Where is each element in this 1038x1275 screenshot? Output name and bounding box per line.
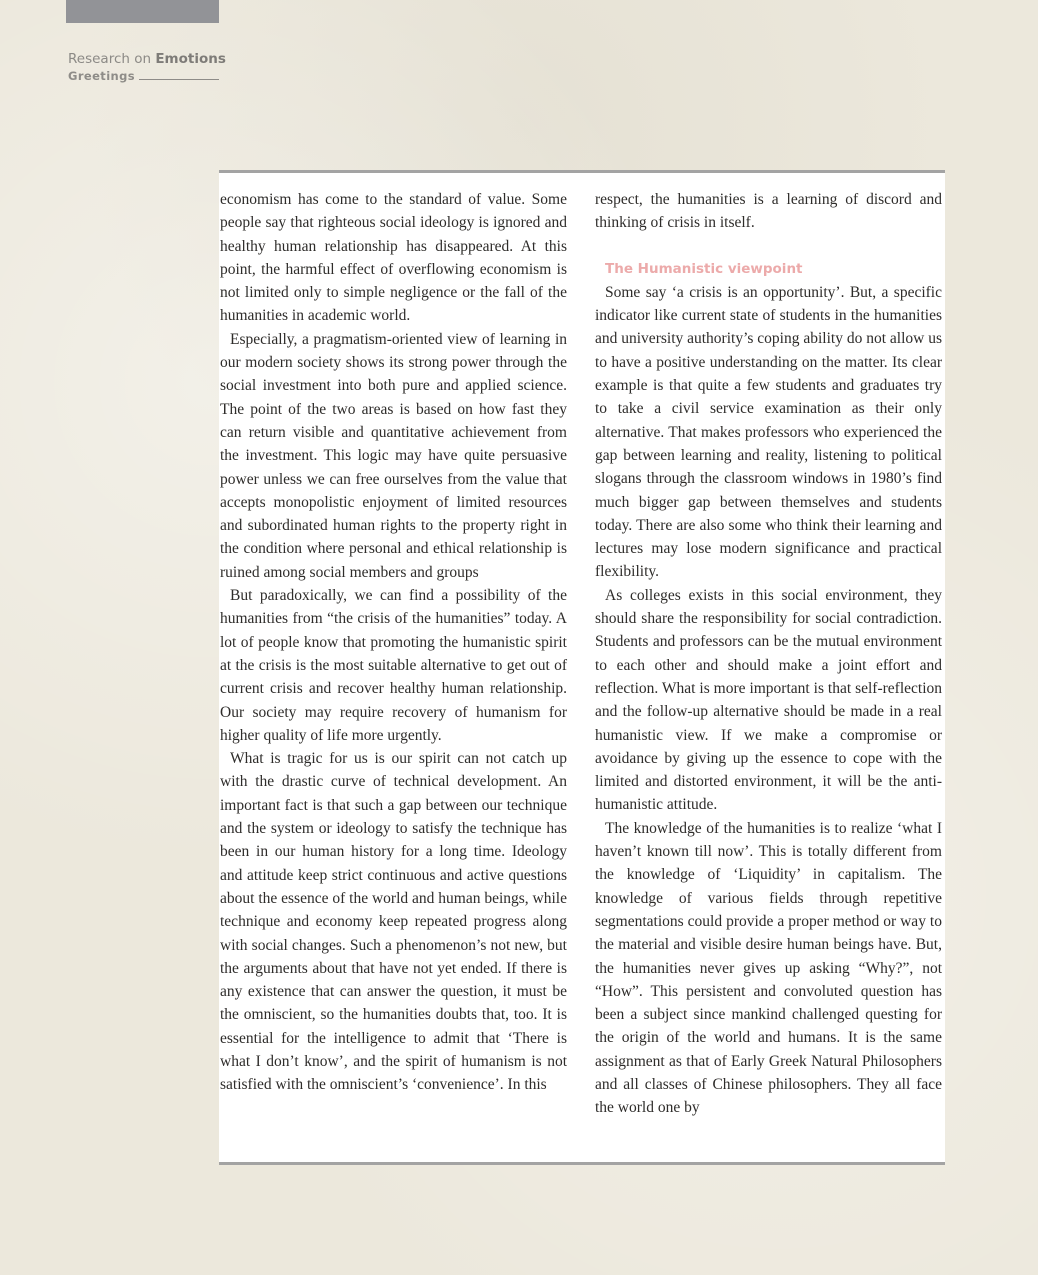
article-paragraph: Some say ‘a crisis is an opportunity’. But, a specific indicator like current state of students in the humanities and university authority’s coping ability do not allow us to have a positive understanding on the matter. Its clear example is that quite a few students and graduates try to take a civil service examination as their only alternative. That makes professors who experienced the gap between learning and reality, listening to political slogans through the classroom windows in 1980’s find much bigger gap between themselves and students today. There are also some who think their learning and lectures may lose modern significance and practical flexibility. bbox=[595, 283, 942, 581]
section-label-row bbox=[68, 68, 219, 84]
article-paragraph: respect, the humanities is a learning of discord and thinking of crisis in itself. bbox=[595, 191, 942, 232]
publication-brand bbox=[68, 51, 226, 84]
section-rule bbox=[139, 79, 219, 80]
section-label: Greetings bbox=[68, 69, 136, 83]
brand-emphasis: Emotions bbox=[155, 51, 226, 67]
brand-prefix: Research on bbox=[68, 51, 156, 67]
article-paragraph: But paradoxically, we can find a possibility of the humanities from “the crisis of the humanities” today. A lot of people know that promoting the humanistic spirit at the crisis is the most suitable alternative to get out of current crisis and recover healthy human relationship. Our society may require recovery of humanism for higher quality of life more urgently. bbox=[220, 587, 567, 744]
article-right-column bbox=[595, 188, 942, 1120]
article-paragraph: Especially, a pragmatism-oriented view of learning in our modern society shows its strong power through the social investment into both pure and applied science. The point of the two areas is based on how fast they can return visible and quantitative achievement from the investment. This logic may have quite persuasive power unless we can free ourselves from the value that accepts monopolistic enjoyment of limited resources and subordinated human rights to the property right in the condition where personal and ethical relationship is ruined among social members and groups bbox=[220, 330, 567, 581]
article-paragraph: What is tragic for us is our spirit can not catch up with the drastic curve of technical development. An important fact is that such a gap between our technique and the system or ideology to satisfy the technique has been in our human history for a long time. Ideology and attitude keep strict continuous and active questions about the essence of the world and human beings, while technique and economy keep repeated progress along with social changes. Such a phenomenon’s not new, but the arguments about that have not yet ended. If there is any existence that can answer the question, it must be the omniscient, so the humanities doubts that, too. It is essential for the intelligence to admit that ‘There is what I don’t know’, and the spirit of humanism is not satisfied with the omniscient’s ‘convenience’. In this bbox=[220, 750, 567, 1094]
article-left-column bbox=[220, 188, 567, 1097]
article-panel bbox=[219, 170, 945, 1165]
section-heading: The Humanistic viewpoint bbox=[605, 260, 803, 277]
article-paragraph: The knowledge of the humanities is to realize ‘what I haven’t known till now’. This is totally different from the knowledge of ‘Liquidity’ in capitalism. The knowledge of various fields through repetitive segmentations could provide a proper method or way to the material and visible desire human beings have. But, the humanities never gives up asking “Why?”, not “How”. This persistent and convoluted question has been a subject since mankind challenged questing for the origin of the world and humans. It is the same assignment as that of Early Greek Natural Philosophers and all classes of Chinese philosophers. They all face the world one by bbox=[595, 819, 942, 1117]
article-paragraph: economism has come to the standard of value. Some people say that righteous social ideology is ignored and healthy human relationship has disappeared. At this point, the harmful effect of overflowing economism is not limited only to simple negligence or the fall of the humanities in academic world. bbox=[220, 191, 567, 325]
article-paragraph: As colleges exists in this social environment, they should share the responsibility for social contradiction. Students and professors can be the mutual environment to each other and should make a joint effort and reflection. What is more important is that self-reflection and the follow-up alternative should be made in a real humanistic view. If we make a compromise or avoidance by giving up the essence to cope with the limited and distorted environment, it will be the anti-humanistic attitude. bbox=[595, 586, 942, 814]
header-tab-bar bbox=[66, 0, 219, 23]
brand-title bbox=[68, 51, 226, 68]
